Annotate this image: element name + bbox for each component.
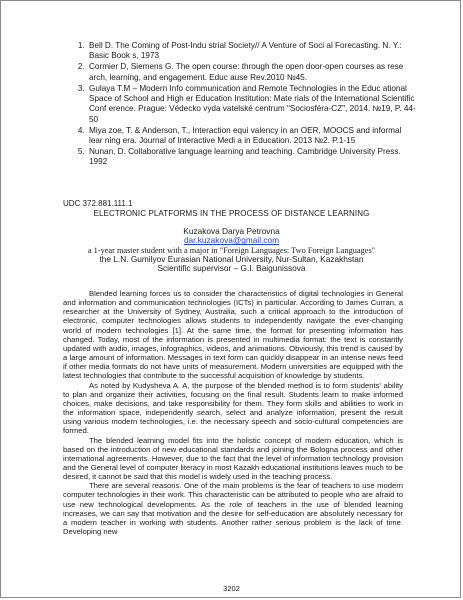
body-paragraph: There are several reasons. One of the main problems is the fear of teachers to use modern computer technologies in their work. This characteristic can be attributed to people who are afraid to use new technological developments. As the role of teachers in the use of blended learning increases, we can say that motivation and the desire for self-education are absolutely necessary for a modern teacher in working with students. Another rather serious problem is the lack of time. Developing new [63, 481, 403, 537]
reference-item: 5. Nunan, D. Collaborative language learning and teaching. Cambridge University Press. 1992 [87, 147, 417, 168]
udc-code: UDC 372.881.111.1 [63, 199, 133, 208]
body-paragraph: The blended learning model fits into the holistic concept of modern education, which is based on the introduction of new educational standards and joining the Bologna process and other international agreements. However, due to the fact that the level of information technology provision and the General level of computer literacy in most Kazakh educational institutions leaves much to be desired, it cannot be said that this model is widely used in the teaching process. [63, 435, 403, 482]
reference-item: 1. Bell D. The Coming of Post-Indu strial Society// A Venture of Soci al Forecasting. N. Y.: Basic Book s, 1973 [87, 41, 417, 62]
author-block [1, 227, 461, 273]
article-body [63, 289, 403, 536]
reference-list [61, 41, 417, 168]
author-affiliation-degree: a 1-year master student with a major in "Foreign Languages: Two Foreign Languages" [87, 245, 376, 255]
reference-item: 4. Miya zoe, T. & Anderson, T., Interaction equi valency in an OER, MOOCS and informal lear ning era. Journal of Interactive Medi a in Education. 2013 №2. P.1-15 [87, 126, 417, 147]
body-paragraph: Blended learning forces us to consider the characteristics of digital technologies in General and information and communication technologies (ICTs) in particular. According to James Curran, a researcher at the University of Sydney, Australia, such a critical approach to the introduction of electronic, computer technologies allows students to independently navigate the ever-changing world of modern technologies [1]. At the same time, the format for presenting information has changed. Today, most of the information is presented in multimedia format: the text is constantly updated with audio, images, infographics, videos, and animations. Obviously, this trend is caused by a large amount of information. Messages in text form can quickly disappear in an intense news feed if other media formats do not have units of measurement. Modern universities are equipped with the latest technologies that contribute to the successful acquisition of knowledge by students. [63, 289, 403, 381]
article-title: ELECTRONIC PLATFORMS IN THE PROCESS OF DISTANCE LEARNING [93, 209, 370, 218]
body-paragraph: As noted by Kudysheva A. A, the purpose of the blended method is to form students' ability to plan and organize their activities, focusing on the final result. Students learn to make informed choices, make decisions, and take responsibility for them. They form skills and abilities to work in the information space, independently search, select and analyze information, present the result using various modern technologies, i.e. the necessary speech and socio-cultural competencies are formed. [63, 380, 403, 436]
page-number: 3202 [223, 584, 240, 593]
author-email-link[interactable]: dar.kuzakova@gmail.com [183, 235, 280, 246]
reference-item: 2. Cormier D, Siemens G. The open course: through the open door-open courses as rese arch, learning, and engagement. Educ ause Rev.2010 №45. [87, 62, 417, 83]
author-affiliation-university: the L.N. Gumilyov Eurasian National University, Nur-Sultan, Kazakhstan [99, 253, 364, 264]
scientific-supervisor: Scientific supervisor – G.I. Baigunissova [157, 263, 306, 274]
author-name: Kuzakova Darya Petrovna [183, 226, 280, 236]
reference-item: 3. Gulaya T.M – Modern Info communication and Remote Technologies in the Educ ational Space of School and High er Education Institution: Mate rials of the International Scientific Conf erence. Prague: Védecko vyda vatelské centrum "Sociosféra-CZ", 2014. №19, P. 44-50 [87, 84, 417, 126]
